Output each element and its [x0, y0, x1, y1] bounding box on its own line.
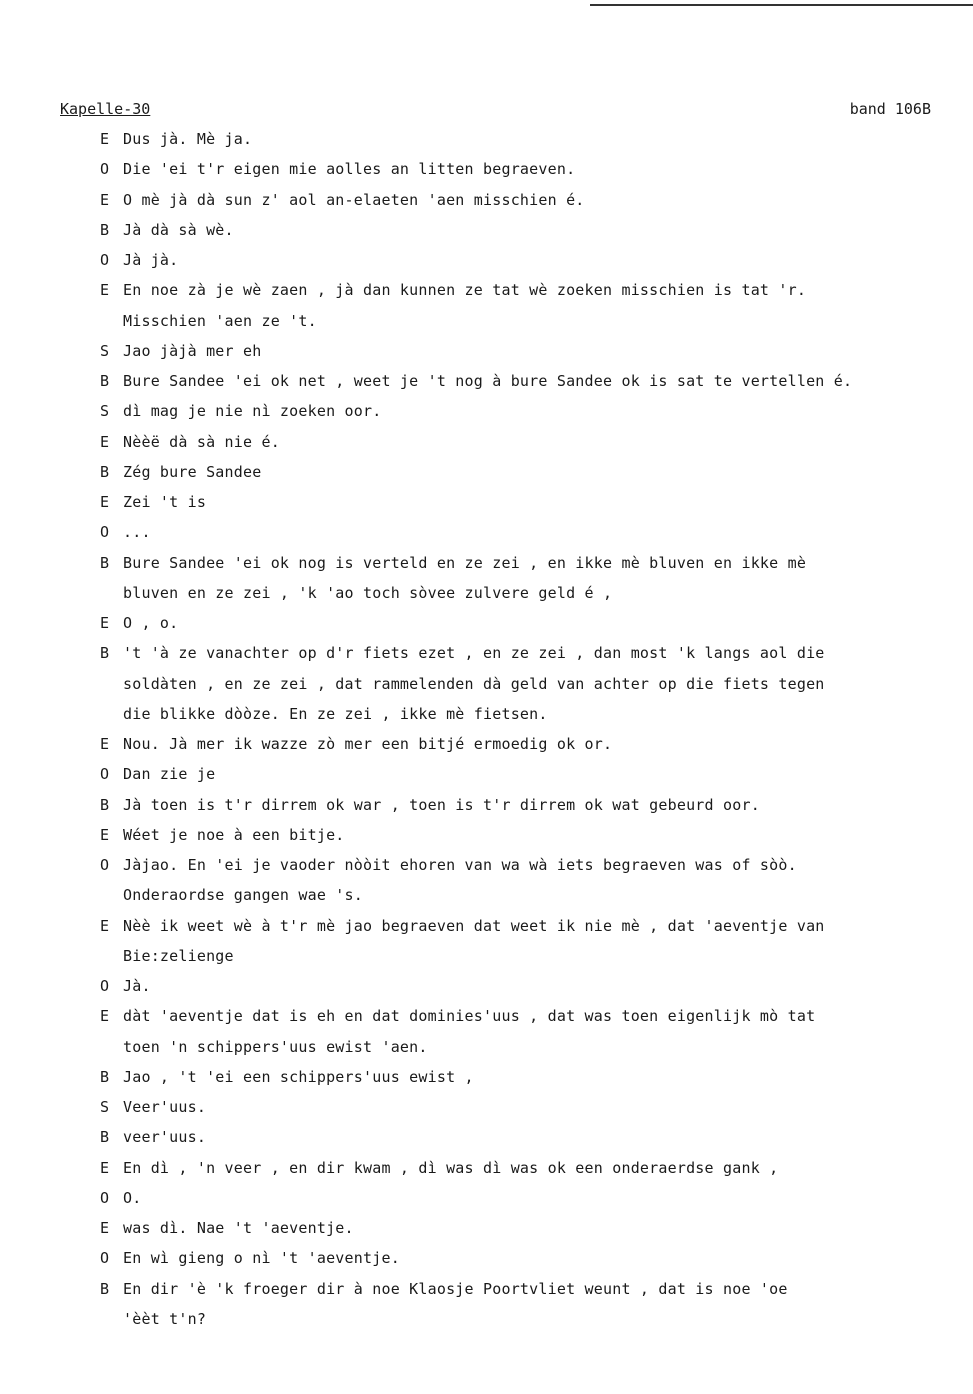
transcript-line: [100, 130, 970, 154]
speaker-label: B: [100, 644, 110, 663]
transcript-line: [100, 251, 970, 275]
transcript-line: [100, 675, 973, 699]
speaker-label: E: [100, 281, 110, 300]
transcript-line: [100, 554, 970, 578]
transcript-line: [100, 493, 970, 517]
speaker-label: E: [100, 130, 110, 148]
utterance-text: die blikke dòòze. En ze zei , ikke mè fietsen.: [123, 704, 548, 723]
utterance-text: En noe zà je wè zaen , jà dan kunnen ze tat wè zoeken misschien is tat 'r.: [123, 281, 807, 300]
transcript-line: [100, 221, 970, 245]
speaker-label: O: [100, 765, 110, 784]
transcript-line: [100, 1159, 970, 1183]
utterance-text: Dus jà. Mè ja.: [123, 130, 253, 148]
transcript-line: [100, 705, 973, 729]
speaker-label: E: [100, 190, 110, 209]
speaker-label: S: [100, 341, 110, 360]
transcript-line: [100, 1128, 970, 1152]
utterance-text: Die 'ei t'r eigen mie aolles an litten begraeven.: [123, 160, 576, 179]
transcript-line: [100, 1098, 970, 1122]
speaker-label: E: [100, 1158, 110, 1177]
speaker-label: O: [100, 856, 110, 874]
transcript-line: [100, 735, 970, 759]
utterance-text: En dì , 'n veer , en dir kwam , dì was dì was ok een onderaerdse gank ,: [123, 1158, 779, 1177]
utterance-text: O.: [123, 1188, 142, 1207]
speaker-label: B: [100, 553, 110, 572]
speaker-label: B: [100, 1128, 110, 1147]
transcript-line: [100, 1068, 970, 1092]
utterance-text: Onderaordse gangen wae 's.: [123, 886, 363, 905]
utterance-text: 't 'à ze vanachter op d'r fiets ezet , en ze zei , dan most 'k langs aol die: [123, 644, 825, 663]
transcript-line: [100, 281, 970, 305]
band-label: band 106B: [849, 100, 931, 118]
utterance-text: O mè jà dà sun z' aol an-elaeten 'aen misschien é.: [123, 190, 585, 209]
utterance-text: Nèè ik weet wè à t'r mè jao begraeven dat weet ik nie mè , dat 'aeventje van: [123, 916, 825, 935]
utterance-text: Jà toen is t'r dirrem ok war , toen is t'r dirrem ok wat gebeurd oor.: [123, 795, 760, 814]
speaker-label: E: [100, 1007, 110, 1026]
utterance-text: Zég bure Sandee: [123, 462, 262, 481]
utterance-text: Misschien 'aen ze 't.: [123, 311, 317, 330]
utterance-text: Jao , 't 'ei een schippers'uus ewist ,: [123, 1067, 474, 1086]
transcript-line: [100, 463, 970, 487]
speaker-label: O: [100, 977, 110, 995]
utterance-text: En wì gieng o nì 't 'aeventje.: [123, 1249, 400, 1268]
utterance-text: Bure Sandee 'ei ok nog is verteld en ze zei , en ikke mè bluven en ikke mè: [123, 553, 807, 572]
speaker-label: O: [100, 160, 110, 179]
utterance-text: soldàten , en ze zei , dat rammelenden dà geld van achter op die fiets tegen: [123, 674, 825, 693]
transcript-line: [100, 947, 973, 971]
transcript-line: [100, 886, 973, 910]
page-header: [60, 100, 931, 124]
transcript-line: [100, 826, 970, 850]
speaker-label: O: [100, 1249, 110, 1268]
utterance-text: Jà jà.: [123, 251, 179, 269]
transcript-line: [100, 523, 970, 547]
speaker-label: E: [100, 1219, 110, 1237]
speaker-label: B: [100, 1279, 110, 1298]
utterance-text: Jàjao. En 'ei je vaoder nòòit ehoren van wa wà iets begraeven was of sòò.: [123, 856, 797, 874]
transcript-line: [100, 614, 970, 638]
speaker-label: B: [100, 372, 110, 390]
transcript-line: [100, 1310, 973, 1334]
top-rule: [590, 4, 973, 6]
speaker-label: E: [100, 614, 110, 632]
transcript-line: [100, 402, 970, 426]
document-title: Kapelle-30: [60, 100, 151, 118]
utterance-text: Nou. Jà mer ik wazze zò mer een bitjé ermoedig ok or.: [123, 735, 613, 753]
utterance-text: veer'uus.: [123, 1128, 207, 1147]
utterance-text: bluven en ze zei , 'k 'ao toch sòvee zulvere geld é ,: [123, 583, 613, 602]
transcript-line: [100, 312, 973, 336]
transcript-line: [100, 856, 970, 880]
utterance-text: Jà.: [123, 977, 151, 995]
utterance-text: Nèèë dà sà nie é.: [123, 432, 280, 451]
speaker-label: B: [100, 220, 110, 239]
utterance-text: ...: [123, 523, 151, 542]
transcript-line: [100, 160, 970, 184]
utterance-text: Jao jàjà mer eh: [123, 341, 262, 360]
utterance-text: was dì. Nae 't 'aeventje.: [123, 1219, 354, 1237]
transcript-line: [100, 191, 970, 215]
speaker-label: B: [100, 1067, 110, 1086]
utterance-text: Jà dà sà wè.: [123, 220, 234, 239]
utterance-text: toen 'n schippers'uus ewist 'aen.: [123, 1037, 428, 1056]
transcript-line: [100, 796, 970, 820]
transcript-line: [100, 1007, 970, 1031]
transcript-line: [100, 584, 973, 608]
transcript-line: [100, 342, 970, 366]
utterance-text: dàt 'aeventje dat is eh en dat dominies'uus , dat was toen eigenlijk mò tat: [123, 1007, 816, 1026]
speaker-label: S: [100, 402, 110, 421]
utterance-text: O , o.: [123, 614, 179, 632]
utterance-text: Dan zie je: [123, 765, 216, 784]
transcript-line: [100, 1189, 970, 1213]
transcript-line: [100, 977, 970, 1001]
transcript-line: [100, 372, 970, 396]
transcript-line: [100, 765, 970, 789]
utterance-text: En dir 'è 'k froeger dir à noe Klaosje Poortvliet weunt , dat is noe 'oe: [123, 1279, 788, 1298]
transcript-line: [100, 1219, 970, 1243]
speaker-label: E: [100, 735, 110, 753]
transcript-line: [100, 644, 970, 668]
speaker-label: E: [100, 825, 110, 844]
speaker-label: E: [100, 432, 110, 451]
utterance-text: dì mag je nie nì zoeken oor.: [123, 402, 382, 421]
transcript-line: [100, 1249, 970, 1273]
utterance-text: Wéet je noe à een bitje.: [123, 825, 345, 844]
utterance-text: Bure Sandee 'ei ok net , weet je 't nog à bure Sandee ok is sat te vertellen é.: [123, 372, 853, 390]
speaker-label: S: [100, 1098, 110, 1116]
utterance-text: Bie:zelienge: [123, 946, 234, 965]
speaker-label: O: [100, 251, 110, 269]
speaker-label: B: [100, 462, 110, 481]
transcript-line: [100, 433, 970, 457]
transcript-line: [100, 1038, 973, 1062]
utterance-text: Zei 't is: [123, 493, 207, 511]
speaker-label: E: [100, 916, 110, 935]
speaker-label: B: [100, 795, 110, 814]
utterance-text: Veer'uus.: [123, 1098, 207, 1116]
utterance-text: 'èèt t'n?: [123, 1309, 207, 1328]
speaker-label: O: [100, 523, 110, 542]
transcript-line: [100, 1280, 970, 1304]
speaker-label: O: [100, 1188, 110, 1207]
speaker-label: E: [100, 493, 110, 511]
transcript-line: [100, 917, 970, 941]
